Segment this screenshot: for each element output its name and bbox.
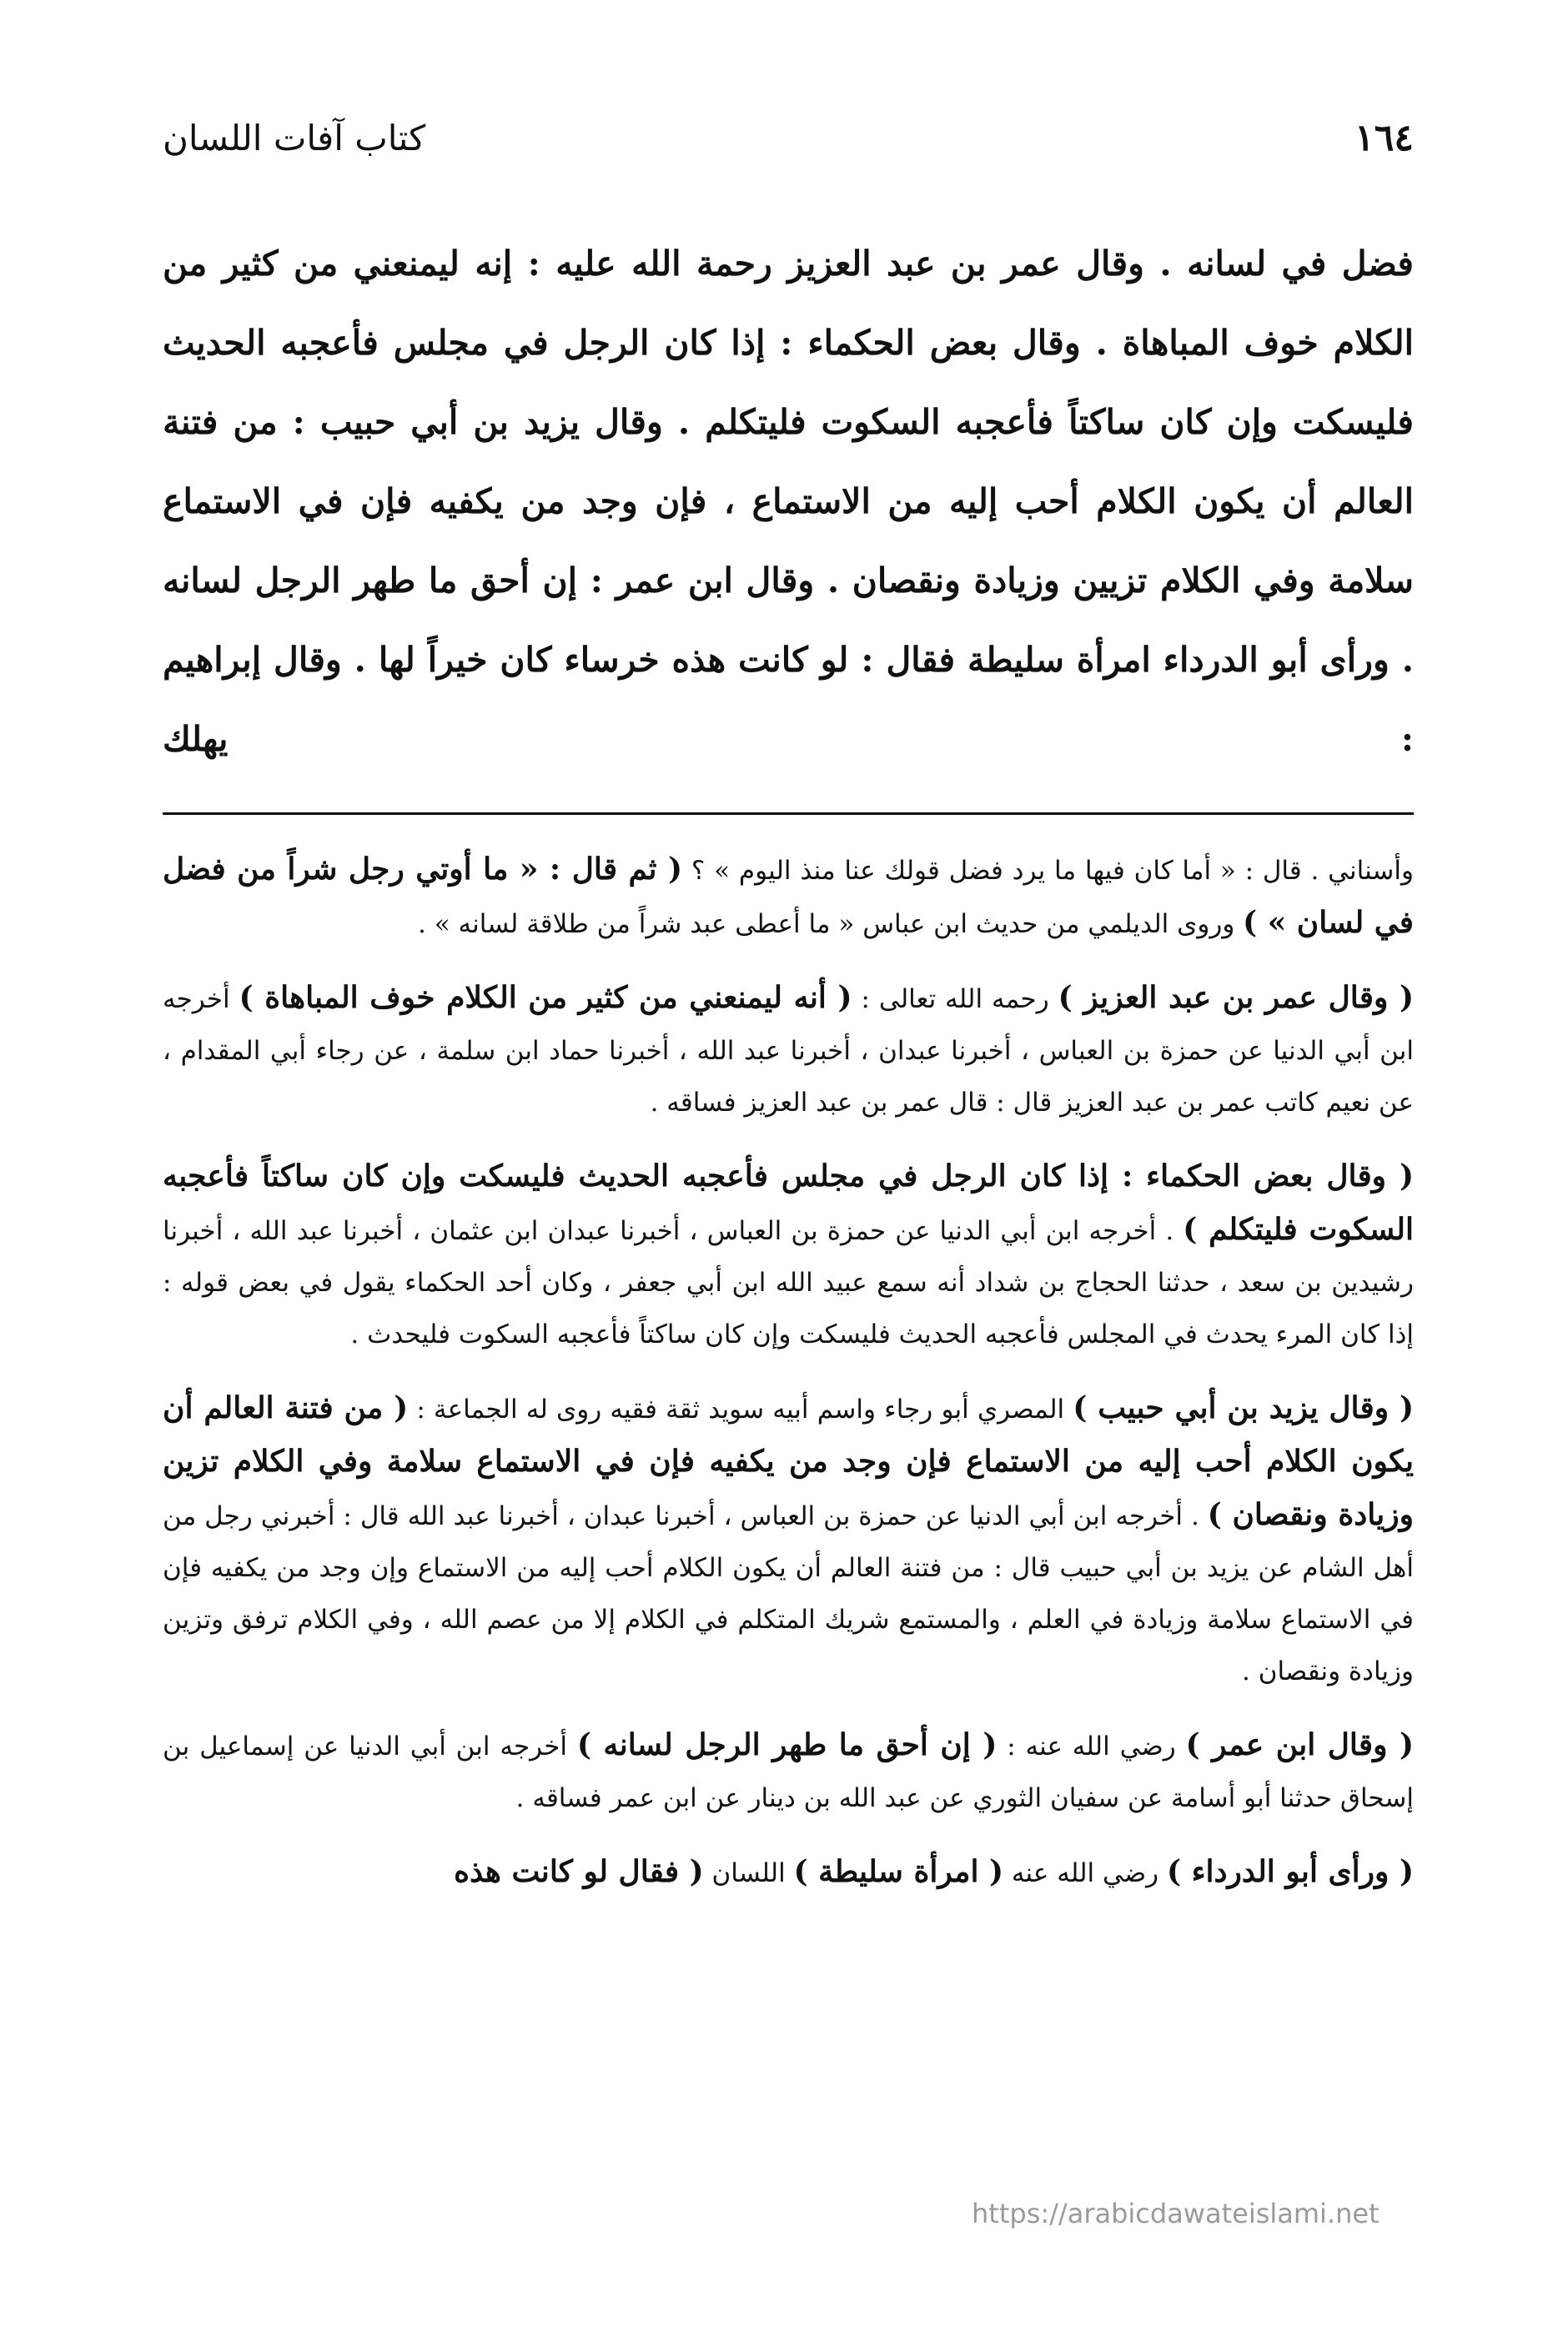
note-text: وروى الديلمي من حديث ابن عباس « ما أعطى عبد شراً من طلاقة لسانه » . [418, 909, 1244, 939]
note-text: المصري أبو رجاء واسم أبيه سويد ثقة فقيه روى له الجماعة : [408, 1395, 1073, 1425]
watermark-url: https://arabicdawateislami.net [972, 2198, 1380, 2229]
main-paragraph: فضل في لسانه . وقال عمر بن عبد العزيز رحمة الله عليه : إنه ليمنعني من كثير من الكلام خوف المباهاة . وقال بعض الحكماء : إذا كان الرجل في مجلس فأعجبه الحديث فليسكت وإن كان ساكتاً فأعجبه السكوت فليتكلم . وقال يزيد بن أبي حبيب : من فتنة العالم أن يكون الكلام أحب إليه من الاستماع ، فإن وجد من يكفيه فإن في الاستماع سلامة وفي الكلام تزيين وزيادة ونقصان . وقال ابن عمر : إن أحق ما طهر الرجل لسانه . ورأى أبو الدرداء امرأة سليطة فقال : لو كانت هذه خرساء كان خيراً لها . وقال إبراهيم : يهلك [163, 244, 1414, 759]
note-quote: ( وقال عمر بن عبد العزيز ) [1058, 980, 1414, 1015]
note-text: رضي الله عنه : [997, 1731, 1186, 1762]
note-quote: ( من فتنة العالم أن يكون الكلام أحب إليه من الاستماع فإن وجد من يكفيه فإن في الاستماع سلامة وفي الكلام تزين وزيادة ونقصان ) [163, 1390, 1414, 1532]
note-paragraph [163, 972, 1414, 1128]
note-quote: ( أنه ليمنعني من كثير من الكلام خوف المباهاة ) [239, 980, 852, 1015]
note-quote: ( ثم قال : « ما أوتي رجل شراً من فضل في لسان » ) [163, 852, 1414, 940]
note-text: أخرجه ابن أبي الدنيا عن حمزة بن العباس ، أخبرنا عبدان ، أخبرنا عبد الله ، أخبرنا حماد ابن سلمة ، عن رجاء أبي المقدام ، عن نعيم كاتب عمر بن عبد العزيز قال : قال عمر بن عبد العزيز فساقه . [163, 984, 1414, 1118]
note-quote: ( وقال يزيد بن أبي حبيب ) [1073, 1390, 1414, 1425]
running-title: كتاب آفات اللسان [163, 118, 426, 158]
note-text: أخرجه ابن أبي الدنيا عن إسماعيل بن إسحاق حدثنا أبو أسامة عن سفيان الثوري عن عبد الله بن دينار عن ابن عمر فساقه . [163, 1731, 1414, 1813]
note-text: . أخرجه ابن أبي الدنيا عن حمزة بن العباس ، أخبرنا عبدان ابن عثمان ، أخبرنا عبد الله ، أخبرنا رشيدين بن سعد ، حدثنا الحجاج بن شداد أنه سمع عبيد الله ابن أبي جعفر ، وكان أحد الحكماء يقول في بعض قوله : إذا كان المرء يحدث في المجلس فأعجبه الحديث فليسكت وإن كان ساكتاً فأعجبه السكوت فليحدث . [163, 1216, 1414, 1349]
note-text: وأسناني . قال : « أما كان فيها ما يرد فضل قولك عنا منذ اليوم » ؟ [682, 856, 1414, 886]
note-paragraph [163, 1382, 1414, 1697]
note-paragraph [163, 1719, 1414, 1824]
note-text: رحمه الله تعالى : [852, 984, 1058, 1014]
page-number: ١٦٤ [1354, 117, 1414, 159]
note-quote: ( ورأى أبو الدرداء ) [1167, 1854, 1414, 1889]
note-quote: ( فقال لو كانت هذه [454, 1854, 704, 1889]
page-header [163, 117, 1414, 159]
note-paragraph [163, 843, 1414, 950]
note-text: . أخرجه ابن أبي الدنيا عن حمزة بن العباس ، أخبرنا عبدان ، أخبرنا عبد الله قال : أخبرني رجل من أهل الشام عن يزيد بن أبي حبيب قال : من فتنة العالم أن يكون الكلام أحب إليه من الاستماع وإن وجد من يكفيه فإن في الاستماع سلامة وزيادة في العلم ، والمستمع شريك المتكلم في الكلام إلا من عصم الله ، وفي الكلام ترفق وتزين وزيادة ونقصان . [163, 1501, 1414, 1686]
note-paragraph [163, 1846, 1414, 1899]
main-text [163, 224, 1414, 779]
commentary [163, 843, 1414, 1899]
note-quote: ( وقال بعض الحكماء : إذا كان الرجل في مجلس فأعجبه الحديث فليسكت وإن كان ساكتاً فأعجبه السكوت فليتكلم ) [163, 1158, 1414, 1247]
note-quote: ( امرأة سليطة ) [793, 1854, 1004, 1889]
note-text: رضي الله عنه [1003, 1858, 1168, 1888]
note-quote: ( وقال ابن عمر ) [1185, 1727, 1415, 1762]
note-quote: ( إن أحق ما طهر الرجل لسانه ) [576, 1727, 998, 1762]
book-page [163, 117, 1414, 1921]
note-text: اللسان [703, 1858, 794, 1888]
note-paragraph [163, 1150, 1414, 1360]
footnote-divider [163, 812, 1414, 815]
